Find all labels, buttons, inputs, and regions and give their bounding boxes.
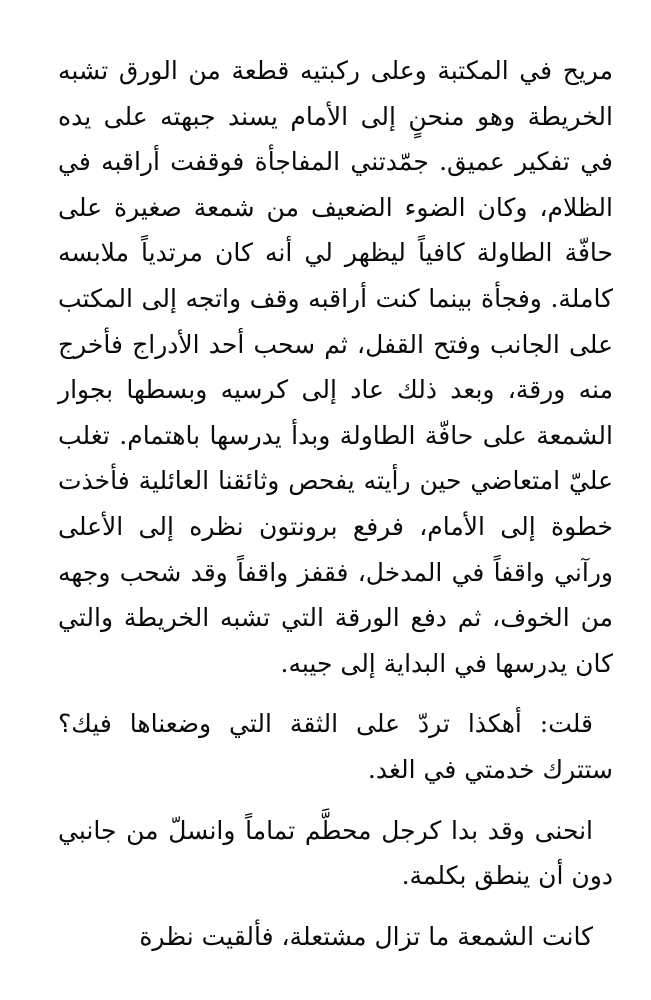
- book-page: [58, 48, 613, 959]
- paragraph-2: قلت: أهكذا تردّ على الثقة التي وضعناها فيك؟ ستترك خدمتي في الغد.: [58, 709, 613, 784]
- paragraph-3: انحنى وقد بدا كرجل محطَّم تماماً وانسلّ من جانبي دون أن ينطق بكلمة.: [58, 815, 613, 891]
- paragraph-1: مريح في المكتبة وعلى ركبتيه قطعة من الورق تشبه الخريطة وهو منحنٍ إلى الأمام يسند جبهته على يده في تفكير عميق. جمّدتني المفاجأة فوقفت أراقبه في الظلام، وكان الضوء الضعيف من شمعة صغيرة على حافّة الطاولة كافياً ليظهر لي أنه كان مرتدياً ملابسه كاملة. وفجأة بينما كنت أراقبه وقف واتجه إلى المكتب على الجانب وفتح القفل، ثم سحب أحد الأدراج فأخرج منه ورقة، وبعد ذلك عاد إلى كرسيه وبسطها بجوار الشمعة على حافّة الطاولة وبدأ يدرسها باهتمام. تغلب عليّ امتعاضي حين رأيته يفحص وثائقنا العائلية فأخذت خطوة إلى الأمام، فرفع برونتون نظره إلى الأعلى ورآني واقفاً في المدخل، فقفز واقفاً وقد شحب وجهه من الخوف، ثم دفع الورقة التي تشبه الخريطة والتي كان يدرسها في البداية إلى جيبه.: [58, 56, 613, 678]
- paragraph-4: كانت الشمعة ما تزال مشتعلة، فألقيت نظرة: [139, 921, 593, 951]
